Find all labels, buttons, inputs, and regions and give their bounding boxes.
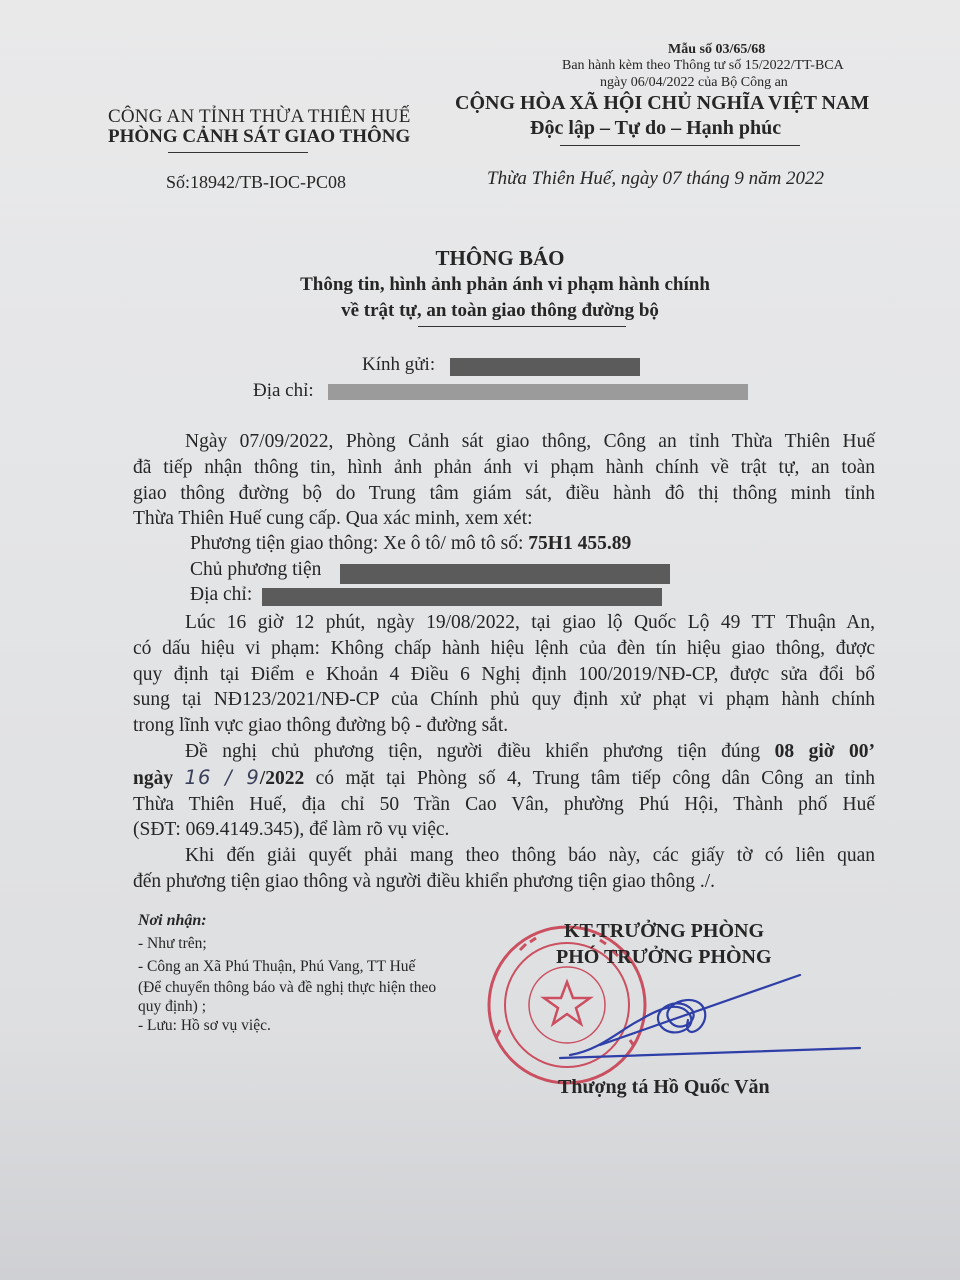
summons-text: Đề nghị chủ phương tiện, người điều khiển phương tiện đúng <box>185 741 761 762</box>
text-line: đến phương tiện giao thông và người điều khiển phương tiện giao thông ./. <box>133 870 716 892</box>
issuing-agency: CÔNG AN TỈNH THỪA THIÊN HUẾ <box>108 106 411 127</box>
owner-address-label: Địa chỉ: <box>190 584 253 605</box>
text-line: có dấu hiệu vi phạm: Không chấp hành hiệu lệnh của đèn tín hiệu giao thông, được <box>133 637 875 659</box>
owner-label: Chủ phương tiện <box>190 559 322 580</box>
signature-title-line-1: KT.TRƯỞNG PHÒNG <box>564 920 764 942</box>
text-line: Khi đến giải quyết phải mang theo thông báo này, các giấy tờ có liên quan <box>185 845 875 866</box>
receiver-item: quy định) ; <box>138 998 207 1015</box>
receiver-item: - Lưu: Hồ sơ vụ việc. <box>138 1017 271 1034</box>
national-motto: Độc lập – Tự do – Hạnh phúc <box>530 117 782 139</box>
signature-title-line-2: PHÓ TRƯỞNG PHÒNG <box>556 946 772 968</box>
receivers-title: Nơi nhận: <box>138 912 207 929</box>
summons-day-label: ngày <box>133 767 174 789</box>
handwritten-date: 16 / 9 <box>184 765 260 789</box>
receiver-item: - Công an Xã Phú Thuận, Phú Vang, TT Huế <box>138 958 416 975</box>
document-subtitle-line-2: về trật tự, an toàn giao thông đường bộ <box>341 300 659 321</box>
vehicle-label: Phương tiện giao thông: Xe ô tô/ mô tô số: <box>190 533 524 554</box>
issuing-department: PHÒNG CẢNH SÁT GIAO THÔNG <box>108 126 411 147</box>
signer-name: Thượng tá Hồ Quốc Văn <box>558 1076 770 1098</box>
document-title: THÔNG BÁO <box>435 246 565 270</box>
receiver-item: (Để chuyển thông báo và đề nghị thực hiện theo <box>138 979 437 996</box>
national-title: CỘNG HÒA XÃ HỘI CHỦ NGHĨA VIỆT NAM <box>455 92 870 114</box>
text-line: trong lĩnh vực giao thông đường bộ - đường sắt. <box>133 715 509 737</box>
star-icon <box>544 982 590 1024</box>
text-line: Thừa Thiên Huế, địa chỉ 50 Trần Cao Vân, phường Phú Hội, Thành phố Huế <box>133 793 875 815</box>
form-number: Mẫu số 03/65/68 <box>668 42 766 57</box>
document-subtitle-line-1: Thông tin, hình ảnh phản ánh vi phạm hành chính <box>300 274 710 295</box>
form-issue-basis: Ban hành kèm theo Thông tư số 15/2022/TT-BCA <box>562 58 844 73</box>
summons-location: có mặt tại Phòng số 4, Trung tâm tiếp công dân Công an tỉnh <box>315 767 876 789</box>
text-line: Thừa Thiên Huế cung cấp. Qua xác minh, xem xét: <box>133 508 533 530</box>
text-line: Ngày 07/09/2022, Phòng Cảnh sát giao thông, Công an tỉnh Thừa Thiên Huế <box>185 431 875 452</box>
text-line: Lúc 16 giờ 12 phút, ngày 19/08/2022, tại giao lộ Quốc Lộ 49 TT Thuận An, <box>185 612 875 633</box>
text-line: sung tại NĐ123/2021/NĐ-CP của Chính phủ quy định xử phạt vi phạm hành chính <box>133 689 875 711</box>
vehicle-plate: 75H1 455.89 <box>528 533 632 554</box>
place-and-date: Thừa Thiên Huế, ngày 07 tháng 9 năm 2022 <box>487 168 825 189</box>
text-line: quy định tại Điểm e Khoản 4 Điều 6 Nghị định 100/2019/NĐ-CP, được sửa đổi bổ <box>133 663 875 685</box>
recipient-address-label: Địa chỉ: <box>253 380 314 401</box>
recipient-label: Kính gửi: <box>362 354 436 375</box>
text-line: đã tiếp nhận thông tin, hình ảnh phản ánh vi phạm hành chính về trật tự, an toàn <box>133 456 875 478</box>
summons-time: 08 giờ 00’ <box>774 741 875 762</box>
text-line: giao thông đường bộ do Trung tâm giám sát, điều hành đô thị thông minh tỉnh <box>133 482 875 504</box>
document-number: Số:18942/TB-IOC-PC08 <box>166 172 347 192</box>
text-line: (SĐT: 069.4149.345), để làm rõ vụ việc. <box>133 819 450 841</box>
summons-year: /2022 <box>259 767 305 789</box>
receiver-item: - Như trên; <box>138 935 207 952</box>
form-issue-date: ngày 06/04/2022 của Bộ Công an <box>600 75 788 90</box>
handwritten-signature <box>560 975 860 1058</box>
